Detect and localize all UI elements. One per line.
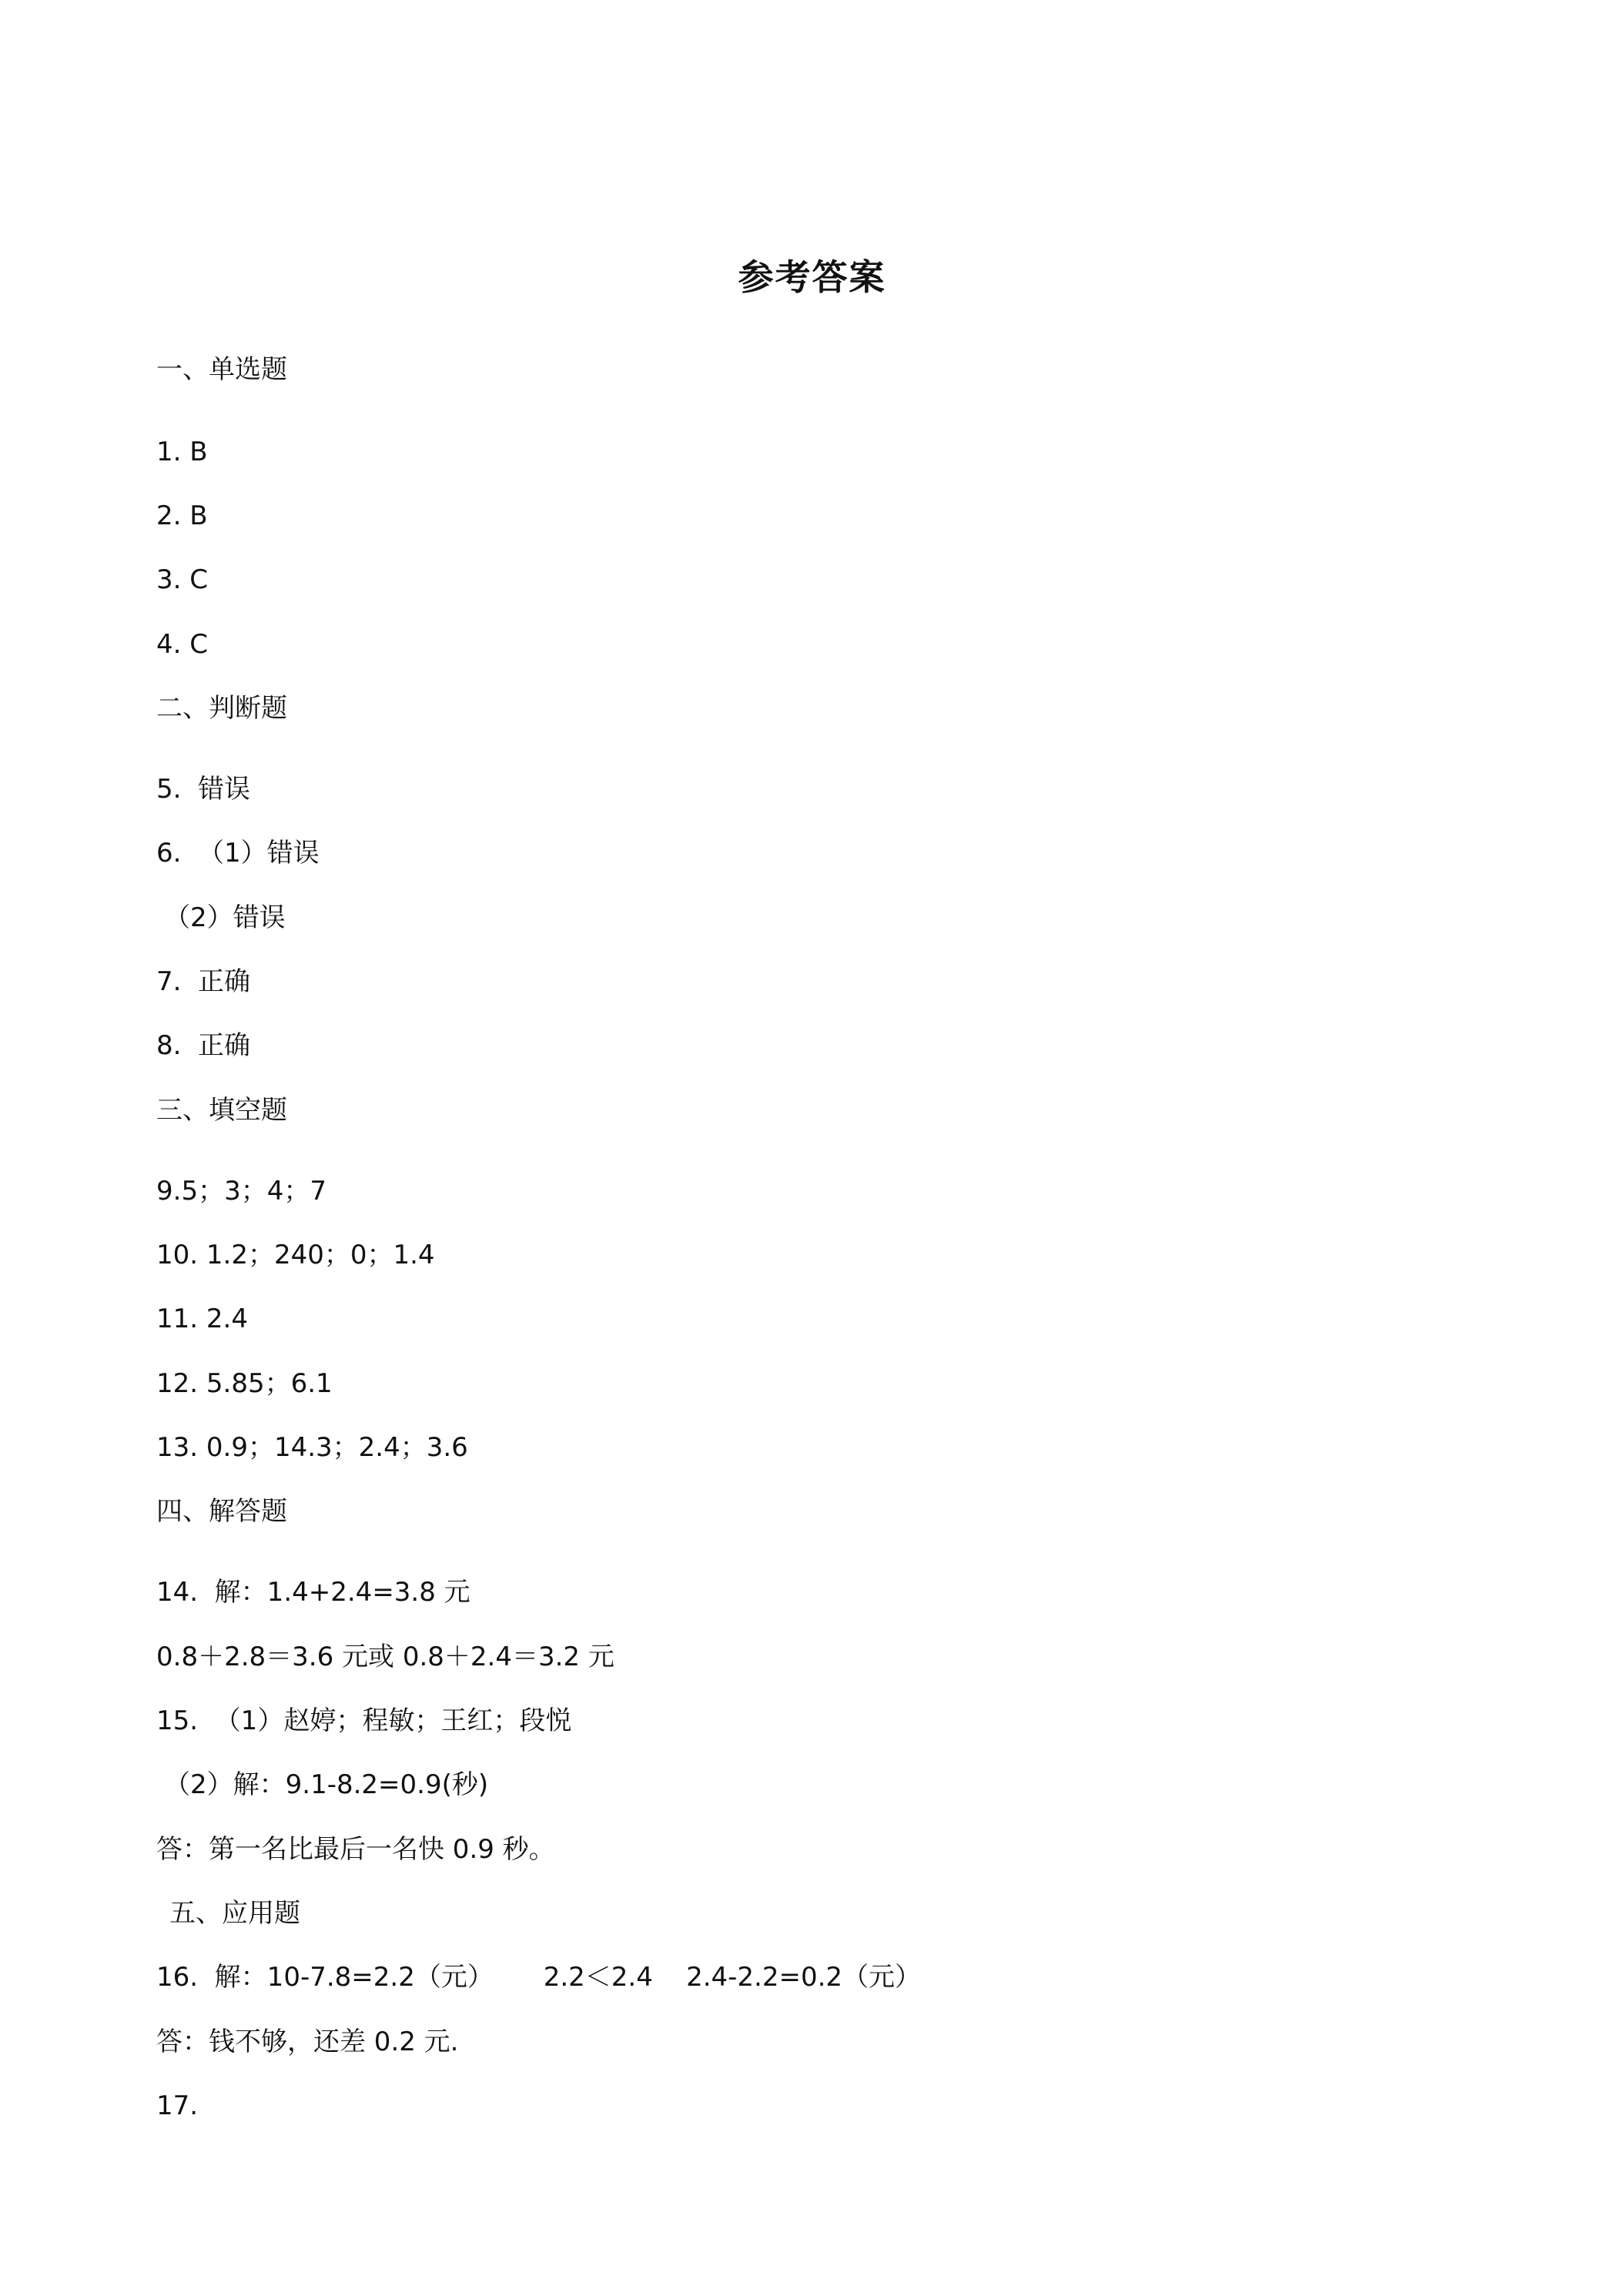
- answer-10: 10. 1.2；240；0；1.4: [156, 1240, 435, 1270]
- answer-9: 9.5；3；4；7: [156, 1176, 326, 1207]
- answer-15-conclusion: 答：第一名比最后一名快 0.9 秒。: [156, 1834, 555, 1865]
- answer-12: 12. 5.85；6.1: [156, 1368, 333, 1399]
- section-heading-application: 五、应用题: [169, 1898, 300, 1929]
- answer-6-part-2: （2）错误: [164, 902, 286, 933]
- answer-16-conclusion: 答：钱不够，还差 0.2 元.: [156, 2027, 459, 2057]
- answer-3: 3. C: [156, 564, 208, 595]
- page-title: 参考答案: [738, 256, 886, 298]
- answer-11: 11. 2.4: [156, 1304, 248, 1334]
- answer-16-line-1: 16. 解：10-7.8=2.2（元） 2.2＜2.4 2.4-2.2=0.2（元）: [156, 1962, 922, 1993]
- section-heading-solve: 四、解答题: [156, 1496, 287, 1527]
- answer-6-part-1: 6. （1）错误: [156, 838, 320, 869]
- section-heading-fill-blank: 三、填空题: [156, 1095, 287, 1126]
- answer-5: 5. 错误: [156, 774, 251, 805]
- answer-7: 7. 正确: [156, 966, 251, 997]
- answer-14-line-1: 14. 解：1.4+2.4=3.8 元: [156, 1577, 470, 1608]
- answer-2: 2. B: [156, 500, 208, 531]
- section-heading-single-choice: 一、单选题: [156, 354, 287, 385]
- section-heading-true-false: 二、判断题: [156, 693, 287, 724]
- answer-17: 17.: [156, 2090, 199, 2121]
- answer-1: 1. B: [156, 437, 208, 467]
- answer-13: 13. 0.9；14.3；2.4；3.6: [156, 1432, 468, 1463]
- answer-14-line-2: 0.8＋2.8＝3.6 元或 0.8＋2.4＝3.2 元: [156, 1642, 614, 1672]
- answer-15-part-1: 15. （1）赵婷；程敏；王红；段悦: [156, 1705, 572, 1736]
- answer-8: 8. 正确: [156, 1030, 251, 1061]
- answer-15-part-2: （2）解：9.1-8.2=0.9(秒): [164, 1769, 489, 1800]
- answer-4: 4. C: [156, 629, 208, 660]
